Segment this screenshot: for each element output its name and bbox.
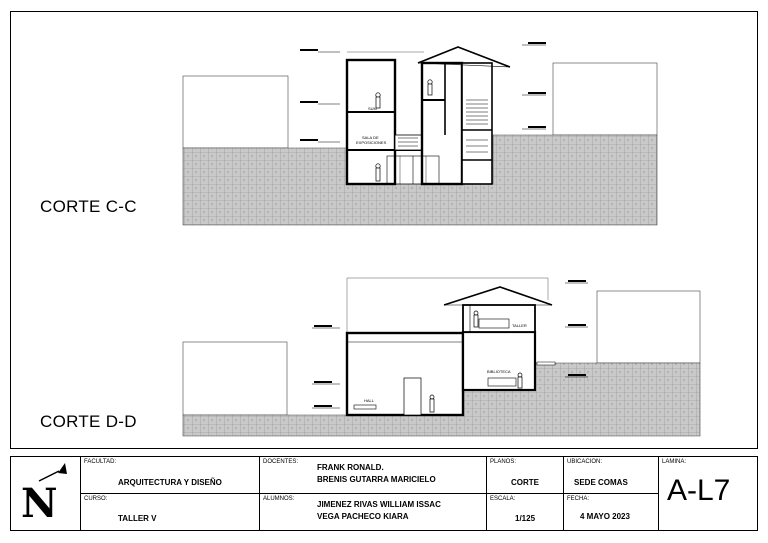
fecha-cell [564,494,659,530]
planos-label: PLANOS: [490,459,517,465]
escala-value: 1/125 [515,514,536,523]
room-label-hall: HALL [364,398,375,403]
university-logo-icon [11,457,81,530]
ubicacion-label: UBICACION: [567,459,603,465]
neighbor-building-left-d [183,342,287,415]
room-label-taller: TALLER [512,323,527,328]
alumnos-label: ALUMNOS: [263,496,295,502]
alumno-2: VEGA PACHECO KIARA [317,512,409,521]
neighbor-building-right-d [597,291,700,363]
svg-text:N: N [21,480,58,527]
section-title-c: CORTE C-C [40,197,137,216]
docentes-cell [260,457,487,494]
room-label-sum: SUM [368,106,377,111]
section-c-drawing [183,42,657,225]
facultad-value: ARQUITECTURA Y DISEÑO [118,478,222,487]
fecha-value: 4 MAYO 2023 [580,512,630,521]
curso-label: CURSO: [84,496,108,502]
lamina-cell [659,457,757,530]
escala-cell [487,494,564,530]
facultad-label: FACULTAD: [84,459,117,465]
section-d-drawing [183,278,700,436]
curso-cell [81,494,260,530]
lamina-value: A-L7 [667,474,731,507]
room-label-biblioteca: BIBLIOTECA [487,369,511,374]
planos-value: CORTE [511,478,539,487]
alumno-1: JIMENEZ RIVAS WILLIAM ISSAC [317,500,441,509]
docente-2: BRENIS GUTARRA MARICIELO [317,475,436,484]
roof-d [444,287,552,305]
section-title-d: CORTE D-D [40,412,137,431]
logo-cell [11,457,81,530]
facultad-cell [81,457,260,494]
docente-1: FRANK RONALD. [317,463,384,472]
room-label-sala: SALA DE [362,135,379,140]
planos-cell [487,457,564,494]
curso-value: TALLER V [118,514,157,523]
ubicacion-value: SEDE COMAS [574,478,628,487]
escala-label: ESCALA: [490,496,516,502]
alumnos-cell [260,494,487,530]
room-label-exposiciones: EXPOSICIONES [356,140,387,145]
building-block-left [347,60,395,184]
neighbor-building-right [553,63,657,135]
neighbor-building-left [183,76,288,148]
fecha-label: FECHA: [567,496,590,502]
title-block [10,456,758,531]
ubicacion-cell [564,457,659,494]
lamina-label: LAMINA: [662,459,687,465]
docentes-label: DOCENTES: [263,459,299,465]
